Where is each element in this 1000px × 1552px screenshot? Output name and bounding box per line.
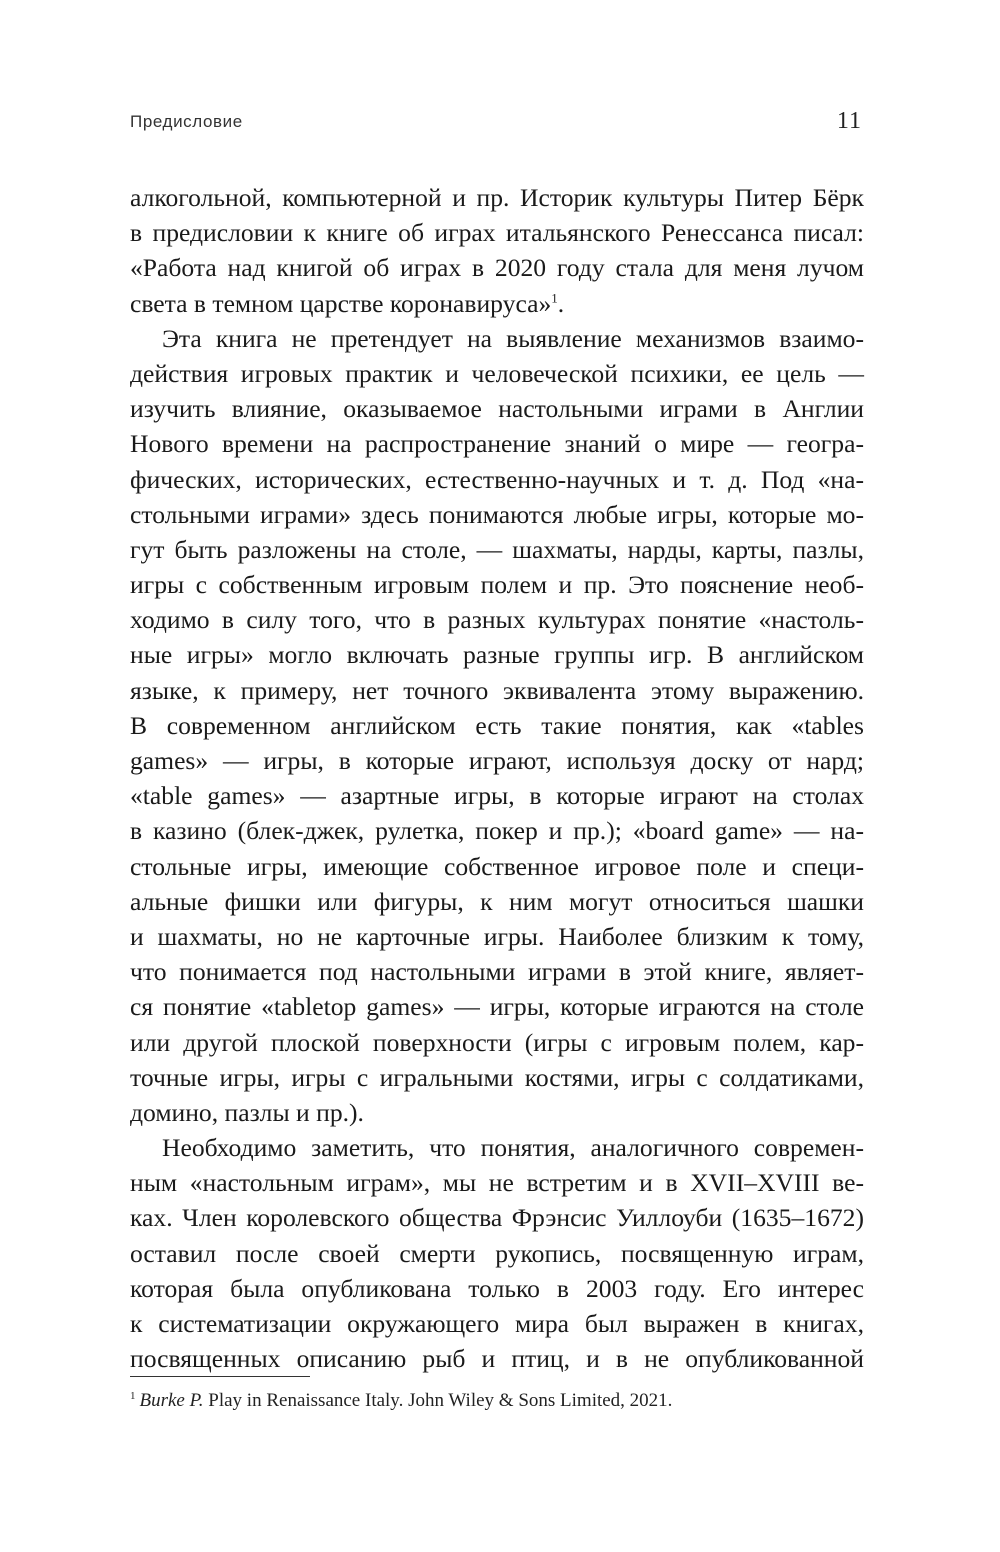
footnote-divider [130,1376,310,1377]
text-line: альные фишки или фигуры, к ним могут относиться шашки [130,886,864,916]
text-line: игры с собственным игровым полем и пр. Это пояснение необ- [130,570,864,600]
text-line: в предисловии к книге об играх итальянского Ренессанса писал: [130,218,864,248]
text-line: домино, пазлы и пр.). [130,1097,364,1127]
page-number: 11 [836,108,862,134]
text-line: оставил после своей смерти рукопись, посвященную играм, [130,1238,864,1268]
running-head: Предисловие [130,112,243,131]
text-line: ходимо в силу того, что в разных культурах понятие «настоль- [130,605,864,635]
text-line: языке, к примеру, нет точного эквивалента этому выражению. [130,675,864,705]
text-line: точные игры, игры с игральными костями, игры с солдатиками, [130,1062,864,1092]
footnote-reference[interactable]: 1 [551,290,558,306]
text-line: алкогольной, компьютерной и пр. Историк культуры Питер Бёрк [130,183,864,212]
paragraph-first-line: Необходимо заметить, что понятия, аналогичного современ- [162,1133,864,1163]
text-line: изучить влияние, оказываемое настольными играми в Англии [130,394,864,424]
text-line-content: света в темном царстве коронавируса» [130,288,552,318]
text-line: которая была опубликована только в 2003 году. Его интерес [130,1273,864,1303]
text-line: действия игровых практик и человеческой психики, ее цель — [130,358,864,388]
footnote-author: Burke P. [139,1390,204,1411]
text-line: посвященных описанию рыб и птиц, и в не опубликованной [130,1344,864,1374]
text-line: в казино (блек-джек, рулетка, покер и пр.); «board game» — на- [130,816,864,846]
footnote [130,1388,864,1414]
text-line [130,286,864,321]
text-line: ках. Член королевского общества Фрэнсис Уиллоуби (1635–1672) [130,1203,864,1233]
text-line: Нового времени на распространение знаний о мире — геогра- [130,429,864,459]
text-line: стольными играми» здесь понимаются любые игры, которые мо- [130,499,864,529]
text-line: фических, исторических, естественно-научных и т. д. Под «на- [130,464,864,494]
text-line: ся понятие «tabletop games» — игры, которые играются на столе [130,992,864,1022]
text-line: ным «настольным играм», мы не встретим и в XVII–XVIII ве- [130,1168,864,1198]
footnote-text: Play in Renaissance Italy. John Wiley & Sons Limited, 2021. [208,1390,673,1411]
footnote-marker: 1 [130,1389,136,1402]
text-line: что понимается под настольными играми в этой книге, являет- [130,957,864,987]
text-line: гут быть разложены на столе, — шахматы, нарды, карты, пазлы, [130,534,864,564]
text-line: и шахматы, но не карточные игры. Наиболее близким к тому, [130,921,864,951]
text-line: В современном английском есть такие понятия, как «tables [130,710,864,740]
text-line: ные игры» могло включать разные группы игр. В английском [130,640,864,670]
text-line: «Работа над книгой об играх в 2020 году стала для меня лучом [130,253,864,283]
text-line: games» — игры, в которые играют, используя доску от нард; [130,746,864,775]
text-line: к систематизации окружающего мира был выражен в книгах, [130,1309,864,1338]
paragraph-first-line: Эта книга не претендует на выявление механизмов взаимо- [162,323,864,353]
text-line: или другой плоской поверхности (игры с игровым полем, кар- [130,1027,864,1057]
sentence-end: . [557,288,565,318]
text-line: стольные игры, имеющие собственное игровое поле и специ- [130,851,864,881]
body-text [130,180,864,1376]
text-line: «table games» — азартные игры, в которые играют на столах [130,781,864,811]
